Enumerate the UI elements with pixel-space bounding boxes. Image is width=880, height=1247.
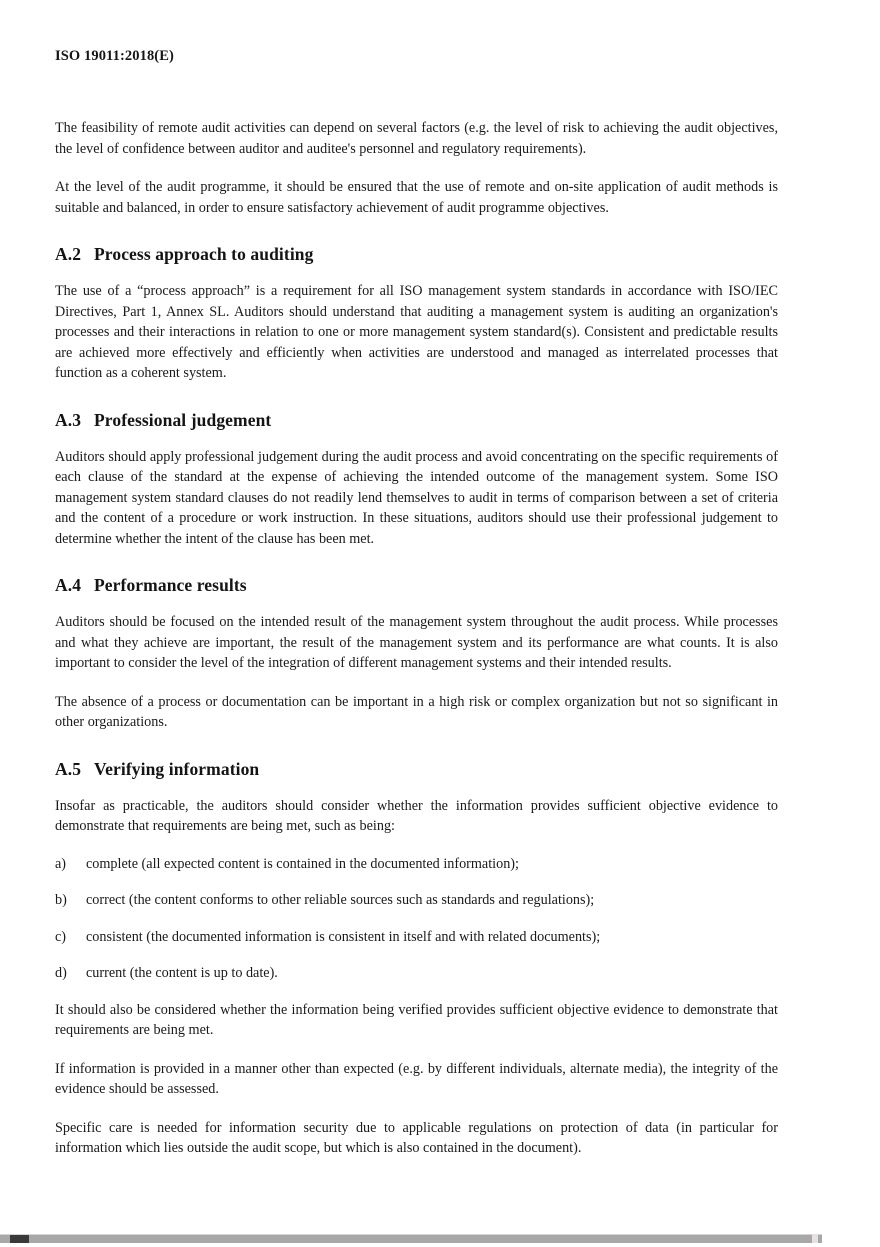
list-item-text: consistent (the documented information is consistent in itself and with related documents); (86, 928, 601, 945)
section-number-a3: A.3 (55, 409, 82, 430)
list-item (55, 927, 778, 948)
list-item (55, 890, 778, 911)
section-title-a4: Performance results (94, 575, 247, 595)
section-number-a4: A.4 (55, 575, 82, 595)
document-header-standard-number: ISO 19011:2018(E) (55, 48, 174, 64)
section-a5-lead-paragraph: Insofar as practicable, the auditors should consider whether the information provides sufficient objective evidence to demonstrate that requirements are being met, such as being: (55, 797, 778, 834)
section-a5-trailing-paragraph-3: Specific care is needed for information security due to applicable regulations on protection of data (in particular for information which lies outside the audit scope, but which is also contained in the document). (55, 1119, 778, 1156)
section-title-a5: Verifying information (94, 758, 260, 779)
section-title-a2: Process approach to auditing (94, 244, 314, 264)
section-heading-a4 (55, 574, 778, 596)
section-a3-paragraph-1: Auditors should apply professional judgement during the audit process and avoid concentrating on the specific requirements of each clause of the standard at the expense of achieving the intended outcome of the management system. Some ISO management system standard clauses do not readily lend themselves to audit in terms of comparison between a set of criteria and the content of a procedure or work instruction. In these situations, auditors should use their professional judgement to determine whether the intent of the clause has been met. (55, 448, 778, 547)
section-a2-paragraph-1: The use of a “process approach” is a requirement for all ISO management system standards in accordance with ISO/IEC Directives, Part 1, Annex SL. Auditors should understand that auditing a management system is auditing an organization's processes and their interactions in relation to one or more management system standard(s). Consistent and predictable results are achieved more effectively and efficiently when activities are understood and managed as interrelated processes that function as a coherent system. (55, 283, 778, 381)
section-a5-trailing-paragraph-1: It should also be considered whether the information being verified provides sufficient objective evidence to demonstrate that requirements are being met. (55, 1001, 778, 1038)
document-body (55, 118, 778, 1177)
verifying-information-list (55, 854, 778, 984)
list-item-text: correct (the content conforms to other reliable sources such as standards and regulations); (86, 892, 595, 908)
horizontal-scrollbar[interactable] (0, 1234, 822, 1243)
section-number-a2: A.2 (55, 244, 82, 264)
section-heading-a3 (55, 409, 778, 431)
section-title-a3: Professional judgement (94, 409, 272, 430)
section-number-a5: A.5 (55, 758, 82, 779)
horizontal-scrollbar-thumb[interactable] (10, 1235, 29, 1243)
section-a4-paragraph-1: Auditors should be focused on the intended result of the management system throughout the audit process. While processes and what they achieve are important, the result of the management system and its performance are what counts. It is also important to consider the level of the integration of different management systems and their intended results. (55, 614, 778, 671)
section-heading-a2 (55, 243, 778, 265)
list-item-marker: c) (55, 928, 67, 945)
list-item-text: complete (all expected content is contained in the documented information); (86, 855, 519, 872)
intro-paragraph-2: At the level of the audit programme, it should be ensured that the use of remote and on-site application of audit methods is suitable and balanced, in order to ensure satisfactory achievement of audit programme objectives. (55, 179, 778, 216)
intro-paragraph-1: The feasibility of remote audit activities can depend on several factors (e.g. the level of risk to achieving the audit objectives, the level of confidence between auditor and auditee's personnel and regulatory requirements). (55, 120, 778, 157)
list-item-text: current (the content is up to date). (86, 965, 278, 981)
list-item-marker: d) (55, 965, 67, 981)
list-item-marker: a) (55, 855, 67, 872)
list-item (55, 854, 778, 875)
section-a4-paragraph-2: The absence of a process or documentation can be important in a high risk or complex organization but not so significant in other organizations. (55, 693, 778, 730)
list-item (55, 963, 778, 984)
list-item-marker: b) (55, 892, 67, 908)
section-a5-trailing-paragraph-2: If information is provided in a manner other than expected (e.g. by different individuals, alternate media), the integrity of the evidence should be assessed. (55, 1060, 778, 1097)
section-heading-a5 (55, 758, 778, 780)
horizontal-scrollbar-endcap (812, 1234, 818, 1243)
